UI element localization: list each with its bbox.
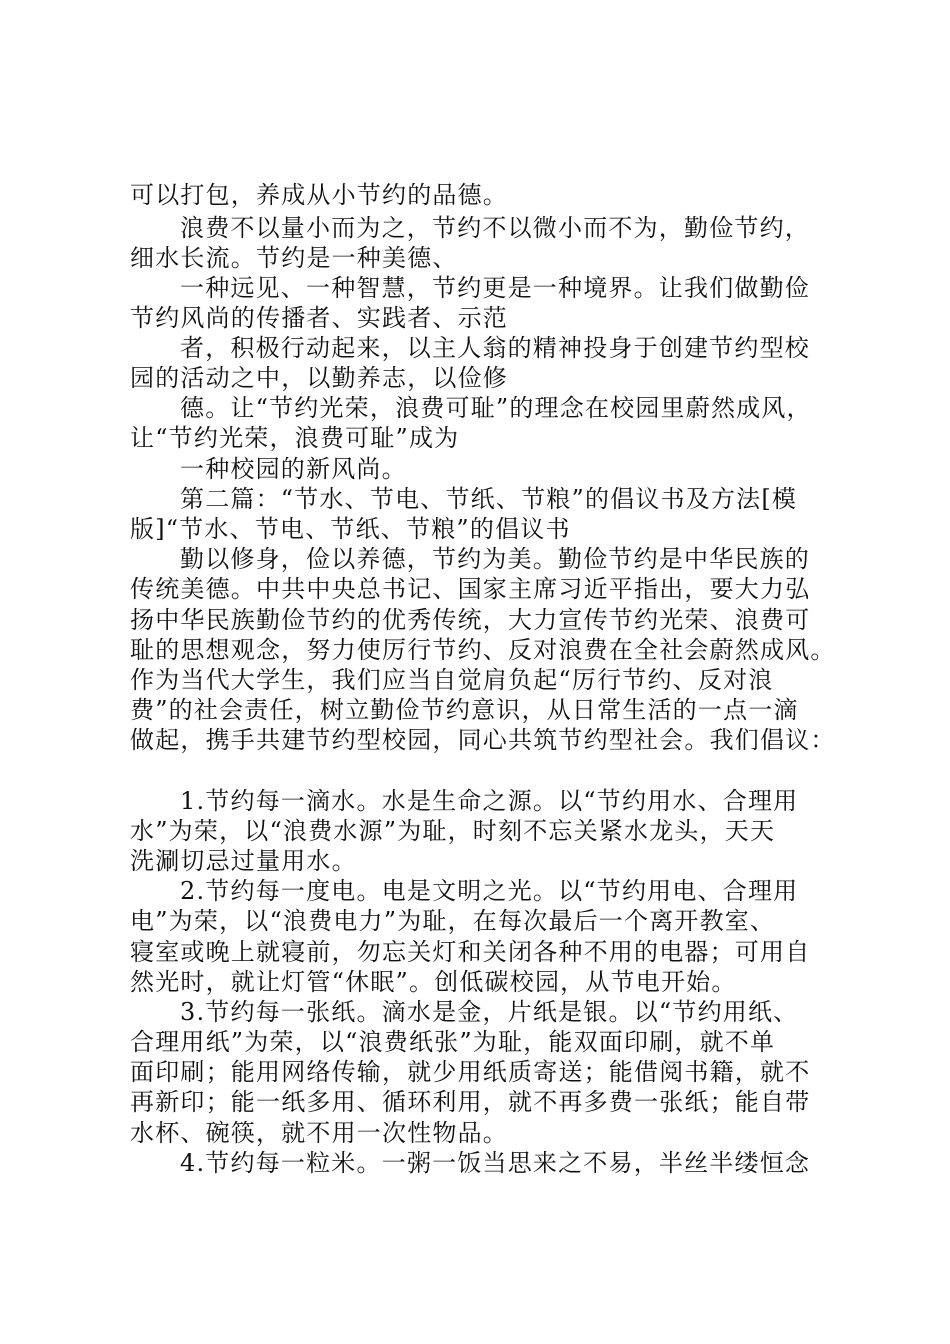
text-line: 合理用纸”为荣，以“浪费纸张”为耻，能双面印刷，就不单 [130, 1028, 776, 1056]
text-line: 一种校园的新风尚。 [180, 455, 407, 483]
text-line: 扬中华民族勤俭节约的优秀传统，大力宣传节约光荣、浪费可 [130, 606, 811, 634]
text-line: 可以打包，养成从小节约的品德。 [130, 181, 508, 209]
text-line: 者，积极行动起来，以主人翁的精神投身于创建节约型校 [180, 334, 810, 362]
text-line: 水杯、碗筷，就不用一次性物品。 [130, 1119, 508, 1147]
text-line: 细水长流。节约是一种美德、 [130, 244, 458, 272]
text-line: 德。让“节约光荣，浪费可耻”的理念在校园里蔚然成风， [180, 394, 812, 422]
text-line: 水”为荣，以“浪费水源”为耻，时刻不忘关紧水龙头，天天 [130, 817, 776, 845]
text-line: 费”的社会责任，树立勤俭节约意识，从日常生活的一点一滴 [130, 696, 799, 724]
text-line: 耻的思想观念，努力使厉行节约、反对浪费在全社会蔚然成风。 [130, 636, 836, 664]
text-line: 洗涮切忌过量用水。 [130, 847, 357, 875]
text-line: 园的活动之中，以勤养志，以俭修 [130, 364, 508, 392]
list-item: 4.节约每一粒米。一粥一饭当思来之不易，半丝半缕恒念 [180, 1149, 811, 1177]
text-line: 让“节约光荣，浪费可耻”成为 [130, 424, 460, 452]
text-line: 传统美德。中共中央总书记、国家主席习近平指出，要大力弘 [130, 575, 811, 603]
text-line: 一种远见、一种智慧，节约更是一种境界。让我们做勤俭 [180, 274, 810, 302]
section-heading: 第二篇：“节水、节电、节纸、节粮”的倡议书及方法[模 [180, 485, 798, 513]
list-item: 1.节约每一滴水。水是生命之源。以“节约用水、合理用 [180, 787, 799, 815]
text-line: 然光时，就让灯管“休眠”。创低碳校园，从节电开始。 [130, 968, 737, 996]
text-line: 面印刷；能用网络传输，就少用纸质寄送；能借阅书籍，就不 [130, 1058, 811, 1086]
section-heading-cont: 版]“节水、节电、节纸、节粮”的倡议书 [130, 515, 571, 543]
text-line: 勤以修身，俭以养德，节约为美。勤俭节约是中华民族的 [180, 545, 810, 573]
text-line: 寝室或晚上就寝前，勿忘关灯和关闭各种不用的电器；可用自 [130, 938, 811, 966]
text-line: 浪费不以量小而为之，节约不以微小而不为，勤俭节约， [180, 214, 810, 242]
text-line: 节约风尚的传播者、实践者、示范 [130, 304, 508, 332]
text-line: 电”为荣，以“浪费电力”为耻，在每次最后一个离开教室、 [130, 907, 776, 935]
text-line: 作为当代大学生，我们应当自觉肩负起“厉行节约、反对浪 [130, 666, 774, 694]
text-line: 做起，携手共建节约型校园，同心共筑节约型社会。我们倡议： [130, 726, 836, 754]
text-line: 再新印；能一纸多用、循环利用，就不再多费一张纸；能自带 [130, 1088, 811, 1116]
list-item: 3.节约每一张纸。滴水是金，片纸是银。以“节约用纸、 [180, 998, 799, 1026]
list-item: 2.节约每一度电。电是文明之光。以“节约用电、合理用 [180, 877, 799, 905]
